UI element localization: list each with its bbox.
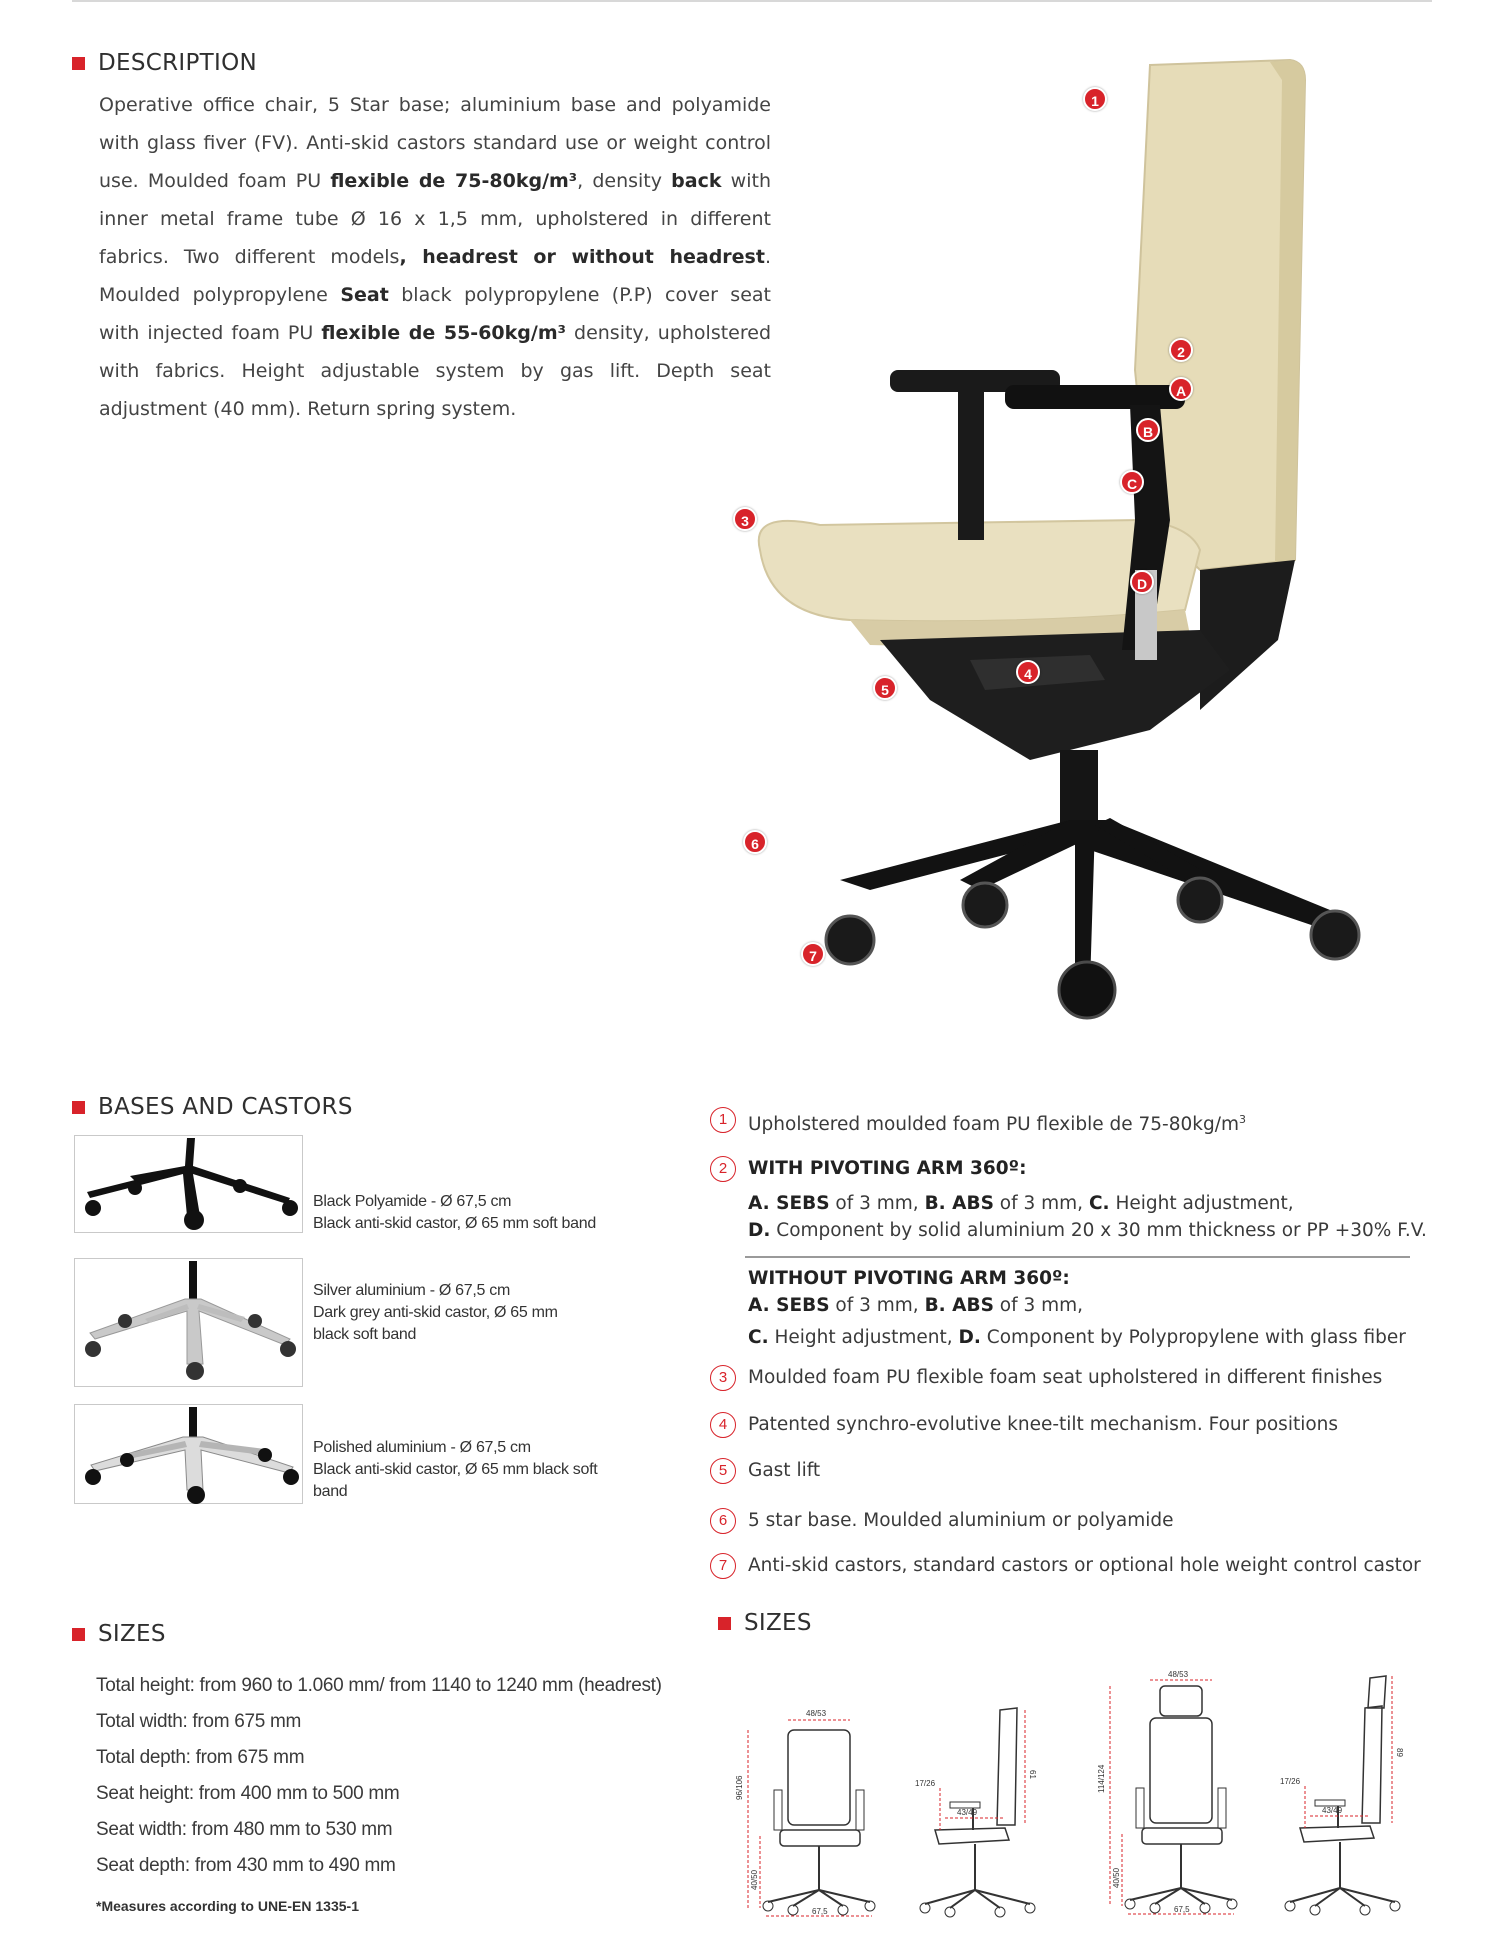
dim-label: 114/124 bbox=[1097, 1764, 1106, 1793]
size-drawing-front-headrest bbox=[1097, 1668, 1260, 1918]
dim-label: 61 bbox=[1028, 1770, 1037, 1779]
dim-label: 67,5 bbox=[1174, 1905, 1190, 1914]
chair-marker-4: 4 bbox=[1016, 660, 1040, 684]
chair-marker-7: 7 bbox=[801, 942, 825, 966]
description-text bbox=[99, 86, 771, 428]
base-caption-2 bbox=[313, 1280, 558, 1346]
sizes-note: *Measures according to UNE-EN 1335-1 bbox=[96, 1898, 359, 1914]
sub-bold: A. SEBS bbox=[748, 1193, 830, 1214]
sub-bold: D. bbox=[748, 1220, 771, 1241]
sub-text: of 3 mm, bbox=[829, 1295, 925, 1316]
size-line-total-depth: Total depth: from 675 mm bbox=[96, 1747, 305, 1768]
feature-2-line1 bbox=[748, 1190, 1294, 1217]
size-line-seat-height: Seat height: from 400 mm to 500 mm bbox=[96, 1783, 400, 1804]
size-line-total-height: Total height: from 960 to 1.060 mm/ from 1140 to 1240 mm (headrest) bbox=[96, 1675, 662, 1696]
feature-1-sup: 3 bbox=[1238, 1113, 1246, 1126]
feature-divider bbox=[745, 1256, 1410, 1258]
dim-label: 43/49 bbox=[1322, 1806, 1343, 1815]
sub-bold: WITHOUT PIVOTING ARM 360º: bbox=[748, 1268, 1070, 1289]
desc-bold: flexible de 55-60kg/m³ bbox=[321, 322, 566, 344]
sub-text: Component by Polypropylene with glass fiber bbox=[980, 1327, 1406, 1348]
sub-text: Height adjustment, bbox=[1109, 1193, 1294, 1214]
sub-bold: C. bbox=[1088, 1193, 1110, 1214]
sizes-drawings-heading-text: SIZES bbox=[744, 1610, 812, 1636]
feature-5-text: Gast lift bbox=[748, 1460, 821, 1481]
desc-part: black polypropylene (P.P) cover seat with injected foam PU bbox=[99, 284, 771, 344]
feature-2 bbox=[710, 1156, 1026, 1182]
desc-part: , density bbox=[577, 170, 672, 192]
feature-number: 2 bbox=[710, 1156, 736, 1182]
feature-2-heading: WITH PIVOTING ARM 360º: bbox=[748, 1158, 1027, 1179]
feature-7-text: Anti-skid castors, standard castors or optional hole weight control castor bbox=[748, 1555, 1421, 1576]
feature-number: 3 bbox=[710, 1365, 736, 1391]
size-drawing-side-headrest bbox=[1270, 1668, 1410, 1918]
bases-heading-text: BASES AND CASTORS bbox=[98, 1094, 353, 1120]
base-thumb-silver-aluminium bbox=[74, 1258, 303, 1387]
base-caption-line: Black Polyamide - Ø 67,5 cm bbox=[313, 1193, 512, 1210]
feature-3 bbox=[710, 1365, 1382, 1391]
base-caption-line: Black anti-skid castor, Ø 65 mm black soft bbox=[313, 1461, 598, 1478]
size-line-total-width: Total width: from 675 mm bbox=[96, 1711, 302, 1732]
dim-label: 48/53 bbox=[806, 1709, 827, 1718]
sub-bold: C. bbox=[748, 1327, 769, 1348]
feature-2-line2 bbox=[748, 1217, 1427, 1244]
dim-label: 48/53 bbox=[1168, 1670, 1189, 1679]
feature-text bbox=[748, 1107, 1246, 1137]
base-caption-line: band bbox=[313, 1483, 348, 1500]
desc-bold: flexible de 75-80kg/m³ bbox=[330, 170, 578, 192]
heading-bullet bbox=[72, 57, 85, 70]
feature-number: 5 bbox=[710, 1458, 736, 1484]
feature-number: 6 bbox=[710, 1508, 736, 1534]
dim-label: 40/50 bbox=[1112, 1867, 1121, 1888]
feature-1 bbox=[710, 1107, 1246, 1137]
sub-text: Component by solid aluminium 20 x 30 mm thickness or PP +30% F.V. bbox=[770, 1220, 1427, 1241]
feature-2b-line2 bbox=[748, 1324, 1406, 1351]
feature-4 bbox=[710, 1412, 1338, 1438]
dim-label: 67,5 bbox=[812, 1907, 828, 1916]
size-line-seat-depth: Seat depth: from 430 mm to 490 mm bbox=[96, 1855, 396, 1876]
top-divider bbox=[72, 0, 1432, 2]
feature-4-text: Patented synchro-evolutive knee-tilt mechanism. Four positions bbox=[748, 1414, 1339, 1435]
dim-label: 17/26 bbox=[915, 1779, 936, 1788]
sub-bold: D. bbox=[958, 1327, 981, 1348]
feature-number: 7 bbox=[710, 1553, 736, 1579]
chair-marker-d: D bbox=[1130, 570, 1154, 594]
feature-6-text: 5 star base. Moulded aluminium or polyamide bbox=[748, 1510, 1174, 1531]
desc-part: . Moulded polypropylene bbox=[99, 246, 771, 306]
desc-part: with inner metal frame tube Ø 16 x 1,5 mm, upholstered in different fabrics. Two different models bbox=[99, 170, 771, 268]
size-line-seat-width: Seat width: from 480 mm to 530 mm bbox=[96, 1819, 393, 1840]
base-caption-1 bbox=[313, 1191, 596, 1235]
heading-bullet bbox=[72, 1101, 85, 1114]
desc-bold: , headrest or without headrest bbox=[399, 246, 765, 268]
sizes-heading-text: SIZES bbox=[98, 1621, 166, 1647]
desc-bold: Seat bbox=[340, 284, 389, 306]
desc-part: density, upholstered with fabrics. Height adjustable system by gas lift. Depth seat adjustment (40 mm). Return spring system. bbox=[99, 322, 772, 420]
desc-part: Operative office chair, 5 Star base; aluminium base and polyamide with glass fiver (FV). Anti-skid castors standard use or weight control use. Moulded foam PU bbox=[99, 94, 771, 192]
chair-illustration bbox=[730, 50, 1410, 1030]
description-heading-text: DESCRIPTION bbox=[98, 50, 257, 76]
sub-text: of 3 mm, bbox=[829, 1193, 925, 1214]
desc-bold: back bbox=[671, 170, 722, 192]
bases-heading bbox=[72, 1094, 353, 1120]
feature-3-text: Moulded foam PU flexible foam seat upholstered in different finishes bbox=[748, 1367, 1383, 1388]
dim-label: 40/50 bbox=[750, 1869, 759, 1890]
base-caption-line: Black anti-skid castor, Ø 65 mm soft band bbox=[313, 1215, 596, 1232]
sub-text: Height adjustment, bbox=[768, 1327, 959, 1348]
feature-2b-line1 bbox=[748, 1292, 1083, 1319]
chair-marker-1: 1 bbox=[1083, 87, 1107, 111]
chair-marker-5: 5 bbox=[873, 676, 897, 700]
base-caption-line: Silver aluminium - Ø 67,5 cm bbox=[313, 1282, 510, 1299]
chair-marker-6: 6 bbox=[743, 830, 767, 854]
sizes-list bbox=[96, 1675, 662, 1891]
chair-marker-a: A bbox=[1169, 377, 1193, 401]
sub-bold: B. ABS bbox=[924, 1295, 994, 1316]
chair-marker-3: 3 bbox=[733, 507, 757, 531]
description-heading bbox=[72, 50, 257, 76]
chair-marker-c: C bbox=[1120, 470, 1144, 494]
chair-marker-b: B bbox=[1136, 418, 1160, 442]
sizes-heading bbox=[72, 1621, 166, 1647]
dim-label: 96/106 bbox=[735, 1775, 744, 1800]
feature-6 bbox=[710, 1508, 1174, 1534]
base-thumb-polished-aluminium bbox=[74, 1404, 303, 1504]
size-drawing-front bbox=[735, 1690, 898, 1920]
feature-7 bbox=[710, 1553, 1421, 1579]
base-caption-line: Dark grey anti-skid castor, Ø 65 mm bbox=[313, 1304, 558, 1321]
feature-1-text: Upholstered moulded foam PU flexible de 75-80kg/m bbox=[748, 1114, 1239, 1136]
dim-label: 43/49 bbox=[957, 1808, 978, 1817]
heading-bullet bbox=[72, 1628, 85, 1641]
dim-label: 89 bbox=[1395, 1748, 1404, 1757]
size-drawing-side bbox=[905, 1690, 1045, 1920]
base-caption-line: Polished aluminium - Ø 67,5 cm bbox=[313, 1439, 531, 1456]
feature-5 bbox=[710, 1458, 820, 1484]
chair-marker-2: 2 bbox=[1169, 338, 1193, 362]
heading-bullet bbox=[718, 1617, 731, 1630]
base-caption-line: black soft band bbox=[313, 1326, 417, 1343]
base-caption-3 bbox=[313, 1437, 597, 1503]
feature-number: 1 bbox=[710, 1107, 736, 1133]
sub-text: of 3 mm, bbox=[993, 1295, 1084, 1316]
feature-2b-heading bbox=[748, 1265, 1070, 1292]
sub-bold: A. SEBS bbox=[748, 1295, 830, 1316]
feature-number: 4 bbox=[710, 1412, 736, 1438]
sub-bold: B. ABS bbox=[924, 1193, 994, 1214]
sub-text: of 3 mm, bbox=[993, 1193, 1089, 1214]
sizes-drawings-heading bbox=[718, 1610, 812, 1636]
dim-label: 17/26 bbox=[1280, 1777, 1301, 1786]
base-thumb-black-polyamide bbox=[74, 1135, 303, 1233]
